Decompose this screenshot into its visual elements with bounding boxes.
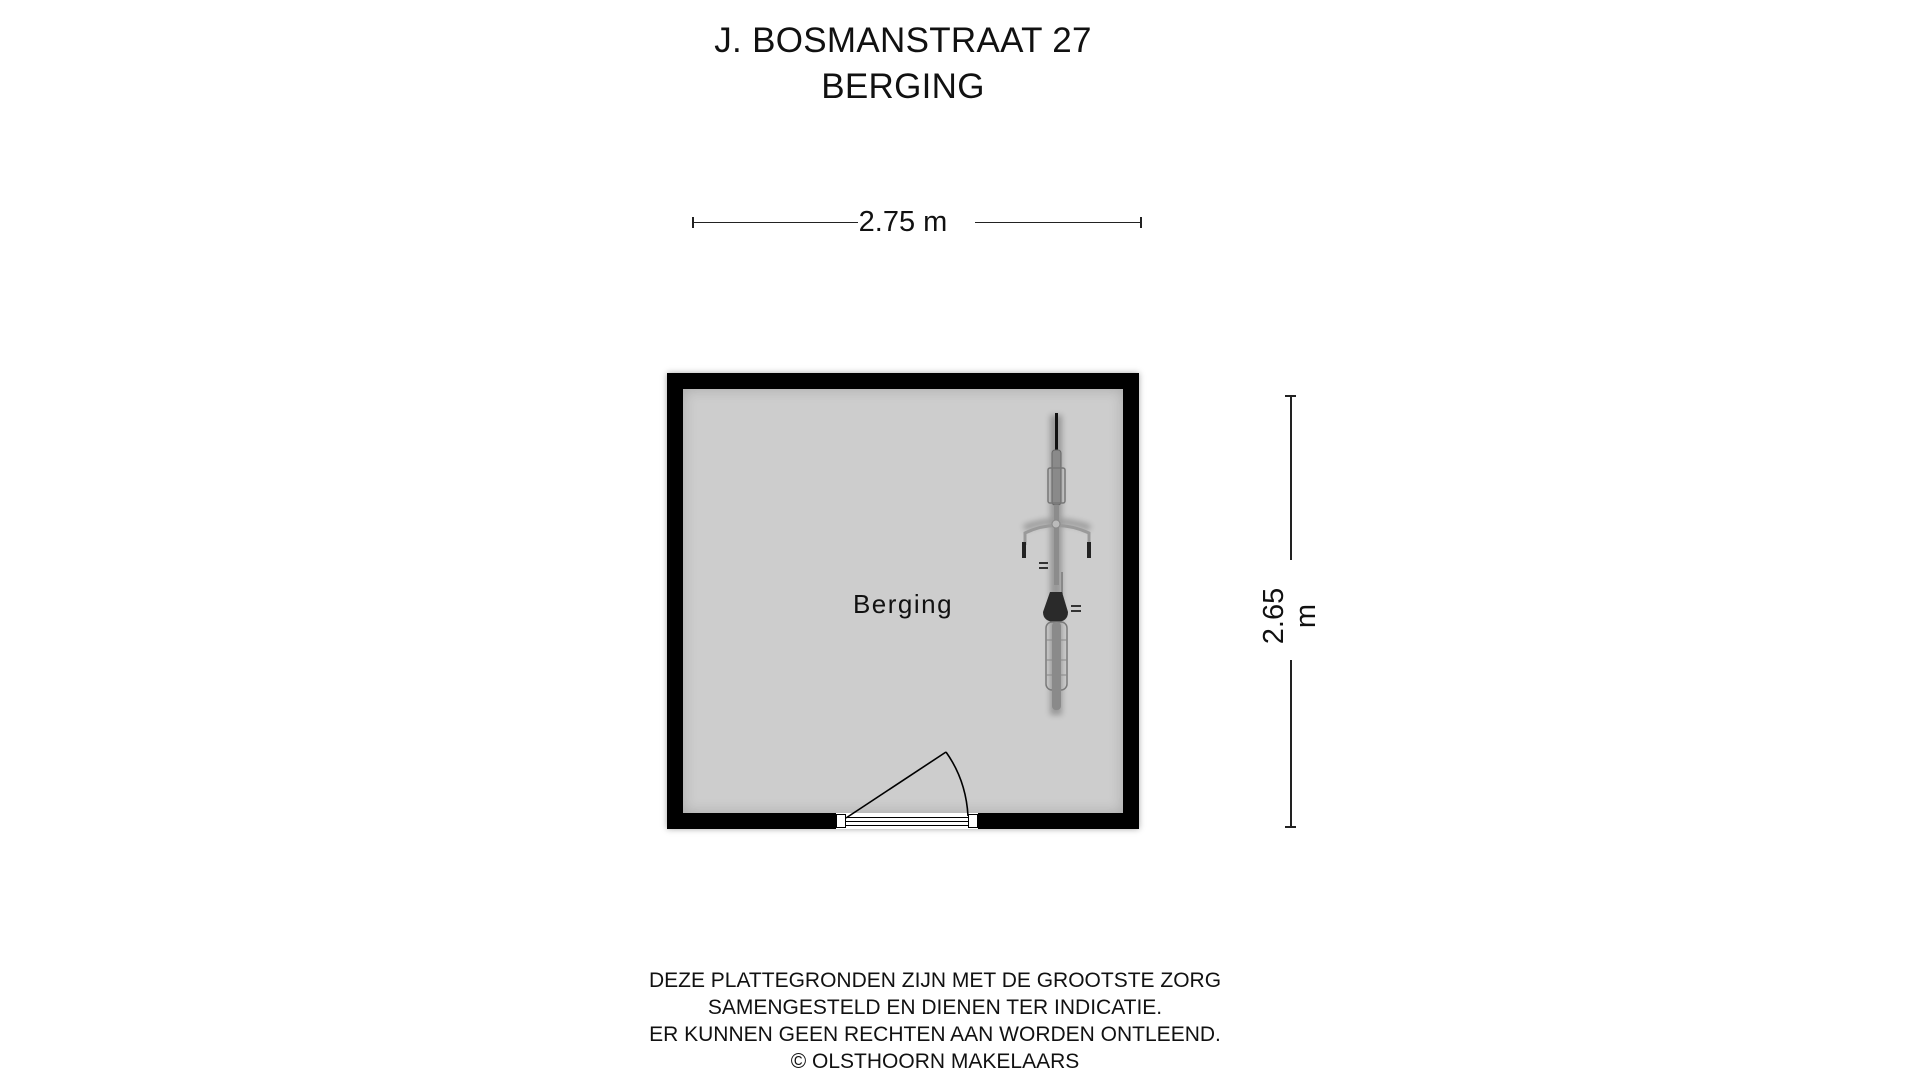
width-label: 2.75 m [858,206,948,238]
floor-subtitle: BERGING [821,67,985,106]
address-title: J. BOSMANSTRAAT 27 [714,21,1092,60]
dimension-tick-left [692,217,694,228]
dimension-line-right [975,222,1140,223]
dimension-line-left [693,222,858,223]
height-label: 2.65 m [1258,587,1322,645]
dimension-tick-top [1285,395,1296,397]
disclaimer-line: SAMENGESTELD EN DIENEN TER INDICATIE. [707,996,1163,1019]
door-icon [840,745,980,825]
dimension-line-bottom [1290,660,1292,826]
dimension-tick-right [1140,217,1142,228]
disclaimer-line: DEZE PLATTEGRONDEN ZIJN MET DE GROOTSTE ZORG [648,969,1222,992]
disclaimer [0,967,1870,1075]
room-label: Berging [852,589,954,619]
door-sill-line [846,825,968,826]
dimension-tick-bottom [1285,826,1296,828]
disclaimer-line: ER KUNNEN GEEN RECHTEN AAN WORDEN ONTLEEND. [649,1023,1221,1046]
dimension-line-top [1290,395,1292,560]
copyright-line: © OLSTHOORN MAKELAARS [790,1050,1080,1073]
bicycle-icon [1010,405,1110,725]
